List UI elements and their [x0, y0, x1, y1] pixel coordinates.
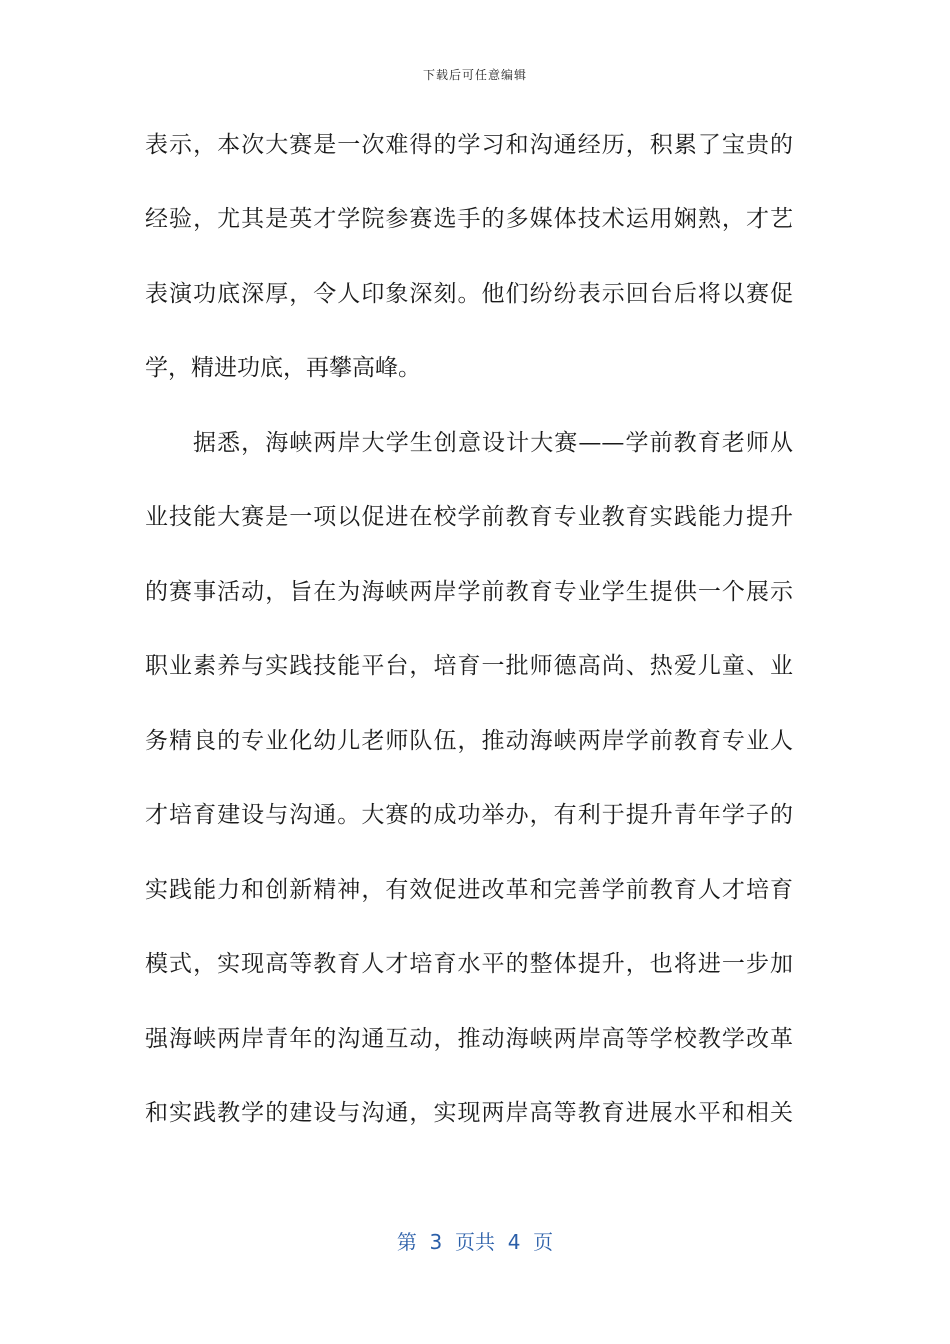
paragraph-2-line-10: 和实践教学的建设与沟通，实现两岸高等教育进展水平和相关 [145, 1100, 793, 1126]
paragraph-2-line-6: 才培育建设与沟通。大赛的成功举办，有利于提升青年学子的 [145, 802, 793, 828]
paragraph-1-line-1: 表示，本次大赛是一次难得的学习和沟通经历，积累了宝贵的 [145, 132, 793, 158]
paragraph-1-line-2: 经验，尤其是英才学院参赛选手的多媒体技术运用娴熟，才艺 [145, 206, 793, 232]
paragraph-2-line-2: 业技能大赛是一项以促进在校学前教育专业教育实践能力提升 [145, 504, 793, 530]
paragraph-2-line-5: 务精良的专业化幼儿老师队伍，推动海峡两岸学前教育专业人 [145, 728, 793, 754]
paragraph-2-line-7: 实践能力和创新精神，有效促进改革和完善学前教育人才培育 [145, 877, 793, 903]
page-header-note: 下载后可任意编辑 [422, 68, 527, 82]
paragraph-2-line-8: 模式，实现高等教育人才培育水平的整体提升，也将进一步加 [145, 951, 793, 977]
paragraph-1-line-4: 学，精进功底，再攀高峰。 [145, 355, 421, 381]
paragraph-1-line-3: 表演功底深厚，令人印象深刻。他们纷纷表示回台后将以赛促 [145, 281, 793, 307]
paragraph-2-line-9: 强海峡两岸青年的沟通互动，推动海峡两岸高等学校教学改革 [145, 1026, 793, 1052]
paragraph-2-line-3: 的赛事活动，旨在为海峡两岸学前教育专业学生提供一个展示 [145, 579, 793, 605]
paragraph-2-line-1: 据悉，海峡两岸大学生创意设计大赛——学前教育老师从 [193, 430, 793, 456]
paragraph-2-line-4: 职业素养与实践技能平台，培育一批师德高尚、热爱儿童、业 [145, 653, 793, 679]
page-number: 第 3 页共 4 页 [396, 1230, 554, 1254]
